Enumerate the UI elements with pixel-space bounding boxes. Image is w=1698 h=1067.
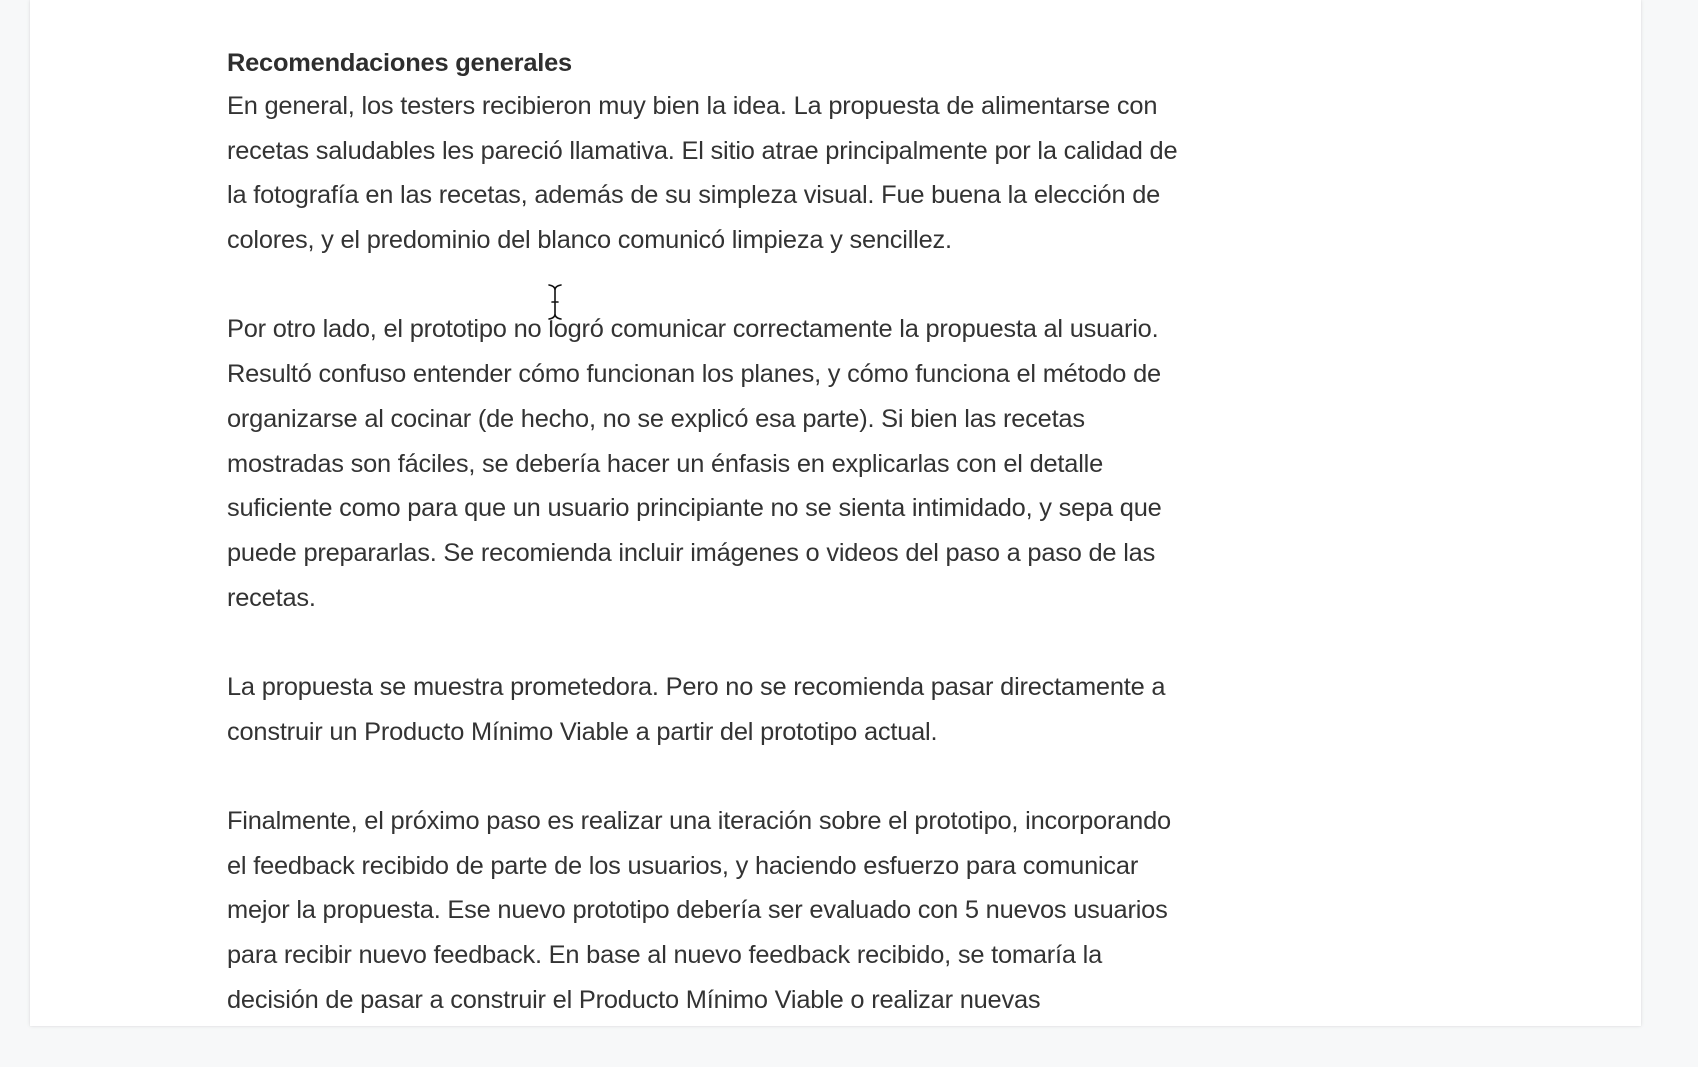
text-line: Finalmente, el próximo paso es realizar una iteración sobre el prototipo, incorporando — [227, 807, 1171, 835]
text-line: En general, los testers recibieron muy bien la idea. La propuesta de alimentarse con — [227, 92, 1158, 120]
section-heading: Recomendaciones generales — [227, 49, 572, 77]
text-line: mostradas son fáciles, se debería hacer un énfasis en explicarlas con el detalle — [227, 449, 1103, 478]
paragraph-1 — [227, 84, 1487, 263]
text-line: recetas saludables les pareció llamativa. El sitio atrae principalmente por la calidad de — [227, 136, 1178, 165]
text-line: suficiente como para que un usuario principiante no se sienta intimidado, y sepa que — [227, 494, 1162, 523]
document-page[interactable] — [30, 0, 1641, 1026]
text-line: Por otro lado, el prototipo no logró comunicar correctamente la propuesta al usuario. — [227, 315, 1159, 344]
text-line: Resultó confuso entender cómo funcionan los planes, y cómo funciona el método de — [227, 360, 1161, 389]
text-line: recetas. — [227, 583, 316, 612]
text-line: construir un Producto Mínimo Viable a partir del prototipo actual. — [227, 717, 938, 746]
paragraph-4 — [227, 799, 1487, 1022]
text-line: colores, y el predominio del blanco comunicó limpieza y sencillez. — [227, 226, 952, 255]
text-line: La propuesta se muestra prometedora. Pero no se recomienda pasar directamente a — [227, 672, 1166, 701]
paragraph-2 — [227, 307, 1487, 620]
paragraph-3 — [227, 665, 1487, 754]
text-line: la fotografía en las recetas, además de su simpleza visual. Fue buena la elección de — [227, 181, 1161, 210]
text-line: mejor la propuesta. Ese nuevo prototipo debería ser evaluado con 5 nuevos usuarios — [227, 896, 1168, 925]
text-line: decisión de pasar a construir el Producto Mínimo Viable o realizar nuevas — [227, 985, 1041, 1014]
text-line: el feedback recibido de parte de los usuarios, y haciendo esfuerzo para comunicar — [227, 851, 1139, 880]
text-line: organizarse al cocinar (de hecho, no se explicó esa parte). Si bien las recetas — [227, 404, 1085, 433]
document-content[interactable] — [227, 48, 1487, 1067]
text-line: para recibir nuevo feedback. En base al nuevo feedback recibido, se tomaría la — [227, 941, 1103, 970]
text-line: puede prepararlas. Se recomienda incluir imágenes o videos del paso a paso de las — [227, 538, 1156, 567]
text-ibeam-cursor-icon — [546, 283, 564, 321]
